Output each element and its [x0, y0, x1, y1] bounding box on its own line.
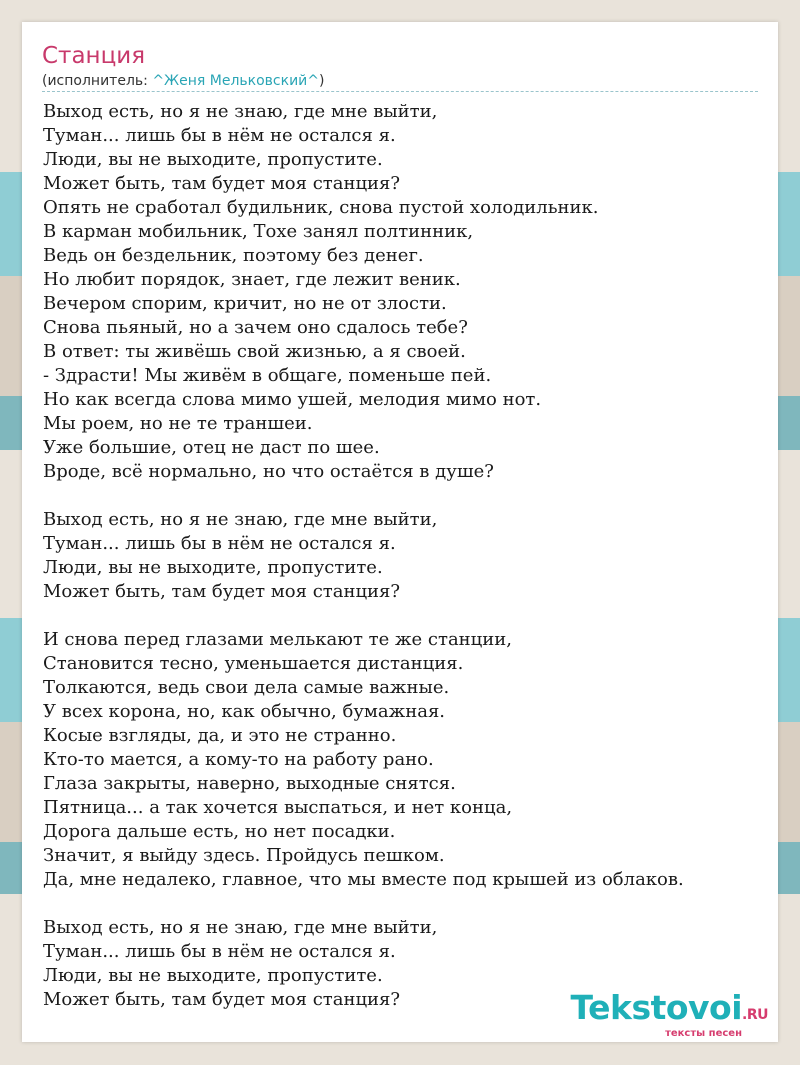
lyric-line: В ответ: ты живёшь свой жизнью, а я своей. — [43, 341, 466, 362]
lyric-line: Мы роем, но не те траншеи. — [43, 413, 313, 434]
lyric-line: Туман... лишь бы в нём не остался я. — [43, 125, 396, 146]
logo-tld: .RU — [742, 1007, 768, 1023]
lyric-line: Но как всегда слова мимо ушей, мелодия мимо нот. — [43, 389, 542, 410]
lyric-line: Ведь он бездельник, поэтому без денег. — [43, 245, 424, 266]
lyric-line: Люди, вы не выходите, пропустите. — [43, 149, 383, 170]
lyric-line: Вроде, всё нормально, но что остаётся в душе? — [43, 461, 494, 482]
lyric-line: Да, мне недалеко, главное, что мы вместе под крышей из облаков. — [43, 869, 684, 890]
lyric-line: Люди, вы не выходите, пропустите. — [43, 965, 383, 986]
lyric-line: Уже большие, отец не даст по шее. — [43, 437, 380, 458]
lyric-line: Может быть, там будет моя станция? — [43, 989, 401, 1010]
lyric-line: В карман мобильник, Тохе занял полтинник, — [43, 221, 474, 242]
lyric-line: Косые взгляды, да, и это не странно. — [43, 725, 397, 746]
artist-suffix: ) — [319, 73, 325, 89]
lyric-line: Выход есть, но я не знаю, где мне выйти, — [43, 101, 438, 122]
artist-link[interactable]: ^Женя Мельковский^ — [152, 73, 320, 89]
lyric-line: Выход есть, но я не знаю, где мне выйти, — [43, 917, 438, 938]
title-divider — [42, 91, 758, 92]
lyric-line: Выход есть, но я не знаю, где мне выйти, — [43, 509, 438, 530]
lyrics-body — [43, 100, 773, 1036]
lyrics-card — [22, 22, 778, 1042]
lyric-line: Туман... лишь бы в нём не остался я. — [43, 533, 396, 554]
logo-tagline: тексты песен — [665, 1028, 742, 1039]
song-title: Станция — [42, 43, 146, 69]
lyric-line: Может быть, там будет моя станция? — [43, 173, 401, 194]
lyric-line: Становится тесно, уменьшается дистанция. — [43, 653, 464, 674]
lyric-line: Значит, я выйду здесь. Пройдусь пешком. — [43, 845, 445, 866]
lyric-line: Дорога дальше есть, но нет посадки. — [43, 821, 396, 842]
site-logo[interactable] — [570, 988, 768, 1040]
lyric-line: Но любит порядок, знает, где лежит веник. — [43, 269, 461, 290]
logo-wordmark — [570, 988, 768, 1032]
lyric-line: Толкаются, ведь свои дела самые важные. — [43, 677, 450, 698]
stanza — [43, 628, 773, 892]
artist-line — [42, 72, 324, 90]
lyric-line: Может быть, там будет моя станция? — [43, 581, 401, 602]
lyric-line: Пятница... а так хочется выспаться, и нет конца, — [43, 797, 513, 818]
lyric-line: У всех корона, но, как обычно, бумажная. — [43, 701, 446, 722]
stanza — [43, 100, 773, 484]
lyric-line: Опять не сработал будильник, снова пустой холодильник. — [43, 197, 599, 218]
lyric-line: Туман... лишь бы в нём не остался я. — [43, 941, 396, 962]
lyric-line: - Здрасти! Мы живём в общаге, поменьше пей. — [43, 365, 492, 386]
lyric-line: Вечером спорим, кричит, но не от злости. — [43, 293, 447, 314]
lyric-line: Глаза закрыты, наверно, выходные снятся. — [43, 773, 456, 794]
lyric-line: Кто-то мается, а кому-то на работу рано. — [43, 749, 434, 770]
artist-prefix: (исполнитель: — [42, 73, 153, 89]
lyric-line: И снова перед глазами мелькают те же станции, — [43, 629, 512, 650]
logo-main-text: Tekstovoi — [570, 988, 743, 1027]
lyric-line: Снова пьяный, но а зачем оно сдалось тебе? — [43, 317, 468, 338]
stanza — [43, 508, 773, 604]
lyric-line: Люди, вы не выходите, пропустите. — [43, 557, 383, 578]
